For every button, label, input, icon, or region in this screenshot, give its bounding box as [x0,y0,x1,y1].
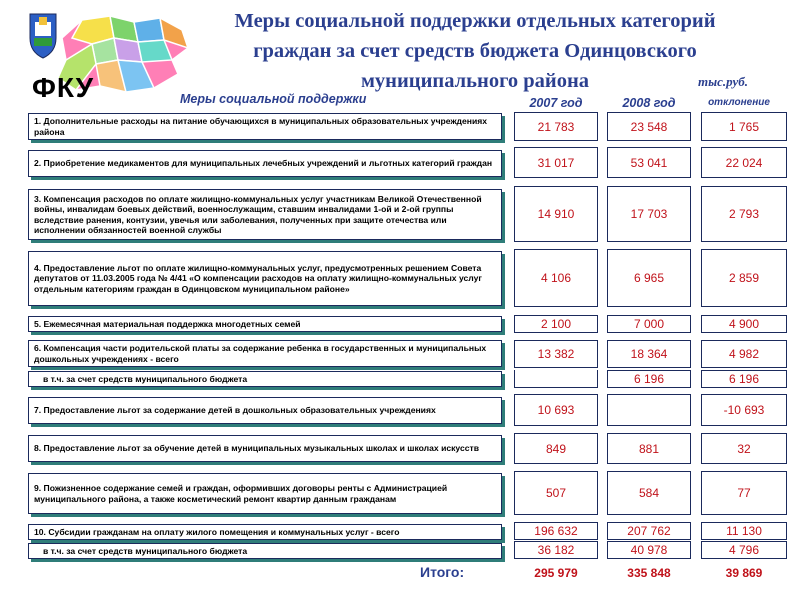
col-header-2008: 2008 год [622,96,676,110]
row-6-sub-2008: 6 196 [607,370,691,388]
title-line-2: граждан за счет средств бюджета Одинцовского [253,40,697,62]
row-9-deviation: 77 [701,471,787,515]
row-2-2007: 31 017 [514,147,598,178]
unit-label: тыс.руб. [698,74,748,89]
row-8-2008: 881 [607,433,691,464]
row-2-2008: 53 041 [607,147,691,178]
total-deviation: 39 869 [725,566,763,580]
row-1-deviation: 1 765 [701,112,787,141]
row-9-2008: 584 [607,471,691,515]
total-2008: 335 848 [627,566,671,580]
row-4-2007: 4 106 [514,249,598,307]
row-label-3: 3. Компенсация расходов по оплате жилищно-коммунальных услуг участникам Великой Отечественной войны, инвалидам боевых действий, военнослужащим, ставшим инвалидами 1-ой и 2-ой группы вследствие ранения, контузии, увечья или заболевания, полученных при защите отечества или исполнении обязанностей военной службы [28,189,502,240]
row-label-2: 2. Приобретение медикаментов для муниципальных лечебных учреждений и льготных категорий граждан [28,150,502,177]
row-6-2007: 13 382 [514,340,598,368]
row-6-sub-2007 [514,370,598,388]
row-7-2007: 10 693 [514,394,598,426]
total-2007: 295 979 [534,566,578,580]
row-label-10: 10. Субсидии гражданам на оплату жилого помещения и коммунальных услуг - всего [28,524,502,540]
row-3-deviation: 2 793 [701,186,787,242]
row-10-2007: 196 632 [514,522,598,540]
row-label-8: 8. Предоставление льгот за обучение детей в муниципальных музыкальных школах и школах искусств [28,435,502,462]
row-6-sub-deviation: 6 196 [701,370,787,388]
page-title [195,6,755,96]
row-7-deviation: -10 693 [701,394,787,426]
row-8-deviation: 32 [701,433,787,464]
row-1-2007: 21 783 [514,112,598,141]
row-2-deviation: 22 024 [701,147,787,178]
row-4-deviation: 2 859 [701,249,787,307]
row-10-sub-deviation: 4 796 [701,541,787,559]
row-9-2007: 507 [514,471,598,515]
org-label: ФКУ [32,72,95,103]
row-5-2008: 7 000 [607,315,691,333]
row-4-2008: 6 965 [607,249,691,307]
row-3-2007: 14 910 [514,186,598,242]
row-1-2008: 23 548 [607,112,691,141]
row-label-9: 9. Пожизненное содержание семей и граждан, оформивших договоры ренты с Администрацией муниципального района, а также косметический ремонт квартир данным гражданам [28,473,502,514]
row-label-1: 1. Дополнительные расходы на питание обучающихся в муниципальных образовательных учреждениях района [28,113,502,140]
col-header-deviation: отклонение [708,97,770,108]
row-5-2007: 2 100 [514,315,598,333]
total-label: Итого: [420,564,465,580]
row-6-2008: 18 364 [607,340,691,368]
row-7-2008 [607,394,691,426]
row-label-7: 7. Предоставление льгот за содержание детей в дошкольных образовательных учреждениях [28,397,502,424]
measures-heading: Меры социальной поддержки [180,92,367,106]
row-6-deviation: 4 982 [701,340,787,368]
row-10-deviation: 11 130 [701,522,787,540]
row-label-4: 4. Предоставление льгот по оплате жилищно-коммунальных услуг, предусмотренных решением Совета депутатов от 11.03.2005 года № 4/41 «О компенсации расходов на оплату жилищно-коммунальных услуг отдельным категориям граждан в Одинцовском муниципальном районе» [28,251,502,306]
row-label-6: 6. Компенсация части родительской платы за содержание ребенка в государственных и муниципальных дошкольных учреждениях - всего [28,340,502,367]
row-10-sub-2008: 40 978 [607,541,691,559]
row-label-10-sub: в т.ч. за счет средств муниципального бюджета [28,543,502,559]
row-10-sub-2007: 36 182 [514,541,598,559]
row-10-2008: 207 762 [607,522,691,540]
col-header-2007: 2007 год [529,96,583,110]
title-line-3: муниципального района [360,70,590,92]
row-label-6-sub: в т.ч. за счет средств муниципального бюджета [28,371,502,387]
title-line-1: Меры социальной поддержки отдельных категорий [234,10,716,32]
row-3-2008: 17 703 [607,186,691,242]
row-5-deviation: 4 900 [701,315,787,333]
row-8-2007: 849 [514,433,598,464]
row-label-5: 5. Ежемесячная материальная поддержка многодетных семей [28,316,502,332]
